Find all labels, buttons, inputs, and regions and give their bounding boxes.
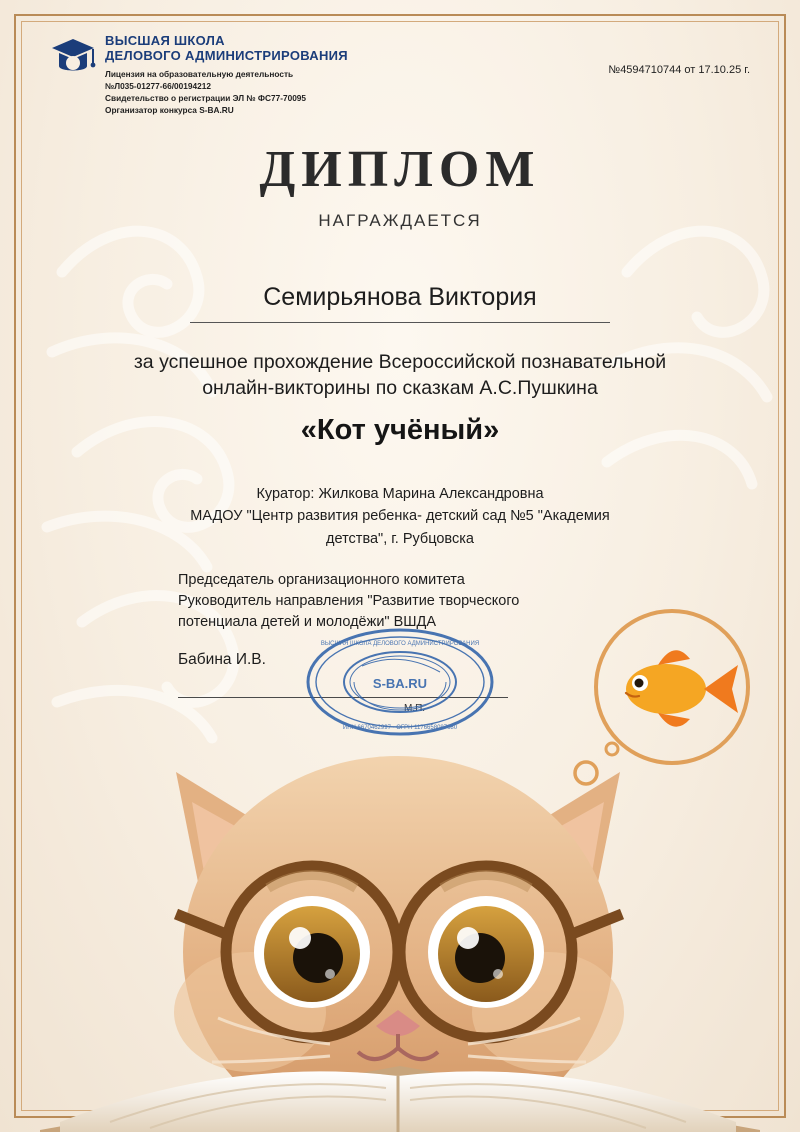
awarded-label: НАГРАЖДАЕТСЯ	[318, 211, 482, 230]
recipient-underline	[190, 322, 610, 323]
event-title: «Кот учёный»	[300, 413, 500, 446]
signature-block	[178, 570, 519, 672]
certificate-header	[50, 34, 750, 116]
graduation-cap-icon	[50, 36, 96, 78]
seal-label: М.П.	[404, 703, 426, 714]
curator-line-1: Куратор: Жилкова Марина Александровна	[256, 485, 544, 502]
signature-line-1: Председатель организационного комитета	[178, 572, 465, 588]
award-reason	[60, 349, 740, 402]
organization-brand	[50, 34, 348, 116]
recipient-name: Семирьянова Виктория	[263, 283, 537, 311]
brand-title-line1: ВЫСШАЯ ШКОЛА	[105, 33, 225, 48]
license-line-2: №Л035-01277-66/00194212	[105, 81, 211, 92]
award-reason-line-1: за успешное прохождение Всероссийской познавательной	[133, 351, 667, 373]
document-number: №4594710744 от 17.10.25 г.	[608, 64, 750, 76]
recipient-block	[60, 283, 740, 323]
license-line-4: Организатор конкурса S-BA.RU	[105, 105, 234, 116]
brand-title-line2: ДЕЛОВОГО АДМИНИСТРИРОВАНИЯ	[105, 47, 348, 63]
certificate-body	[60, 140, 740, 550]
license-line-3: Свидетельство о регистрации ЭЛ № ФС77-70095	[105, 93, 307, 104]
award-reason-line-2: онлайн-викторины по сказкам А.С.Пушкина	[202, 377, 598, 400]
page-title: ДИПЛОМ	[259, 141, 541, 198]
curator-line-2: МАДОУ "Центр развития ребенка- детский сад №5 "Академия	[190, 508, 610, 525]
license-line-1: Лицензия на образовательную деятельность	[105, 69, 294, 80]
stamp-top-text: ВЫСШАЯ ШКОЛА ДЕЛОВОГО АДМИНИСТРИРОВАНИЯ	[320, 641, 480, 647]
stamp-center-text: S-BA.RU	[372, 676, 428, 691]
signature-line-2: Руководитель направления "Развитие творческого	[178, 593, 520, 610]
curator-block	[60, 483, 740, 550]
stamp-bottom-text: ИНН 6670462997 · ОГРН 1176658087680	[342, 725, 458, 731]
signatory-name: Бабина И.В.	[178, 651, 266, 669]
curator-line-3: детства", г. Рубцовска	[326, 530, 474, 547]
signature-underline	[178, 697, 508, 698]
signature-line-3: потенциала детей и молодёжи" ВШДА	[178, 614, 437, 631]
